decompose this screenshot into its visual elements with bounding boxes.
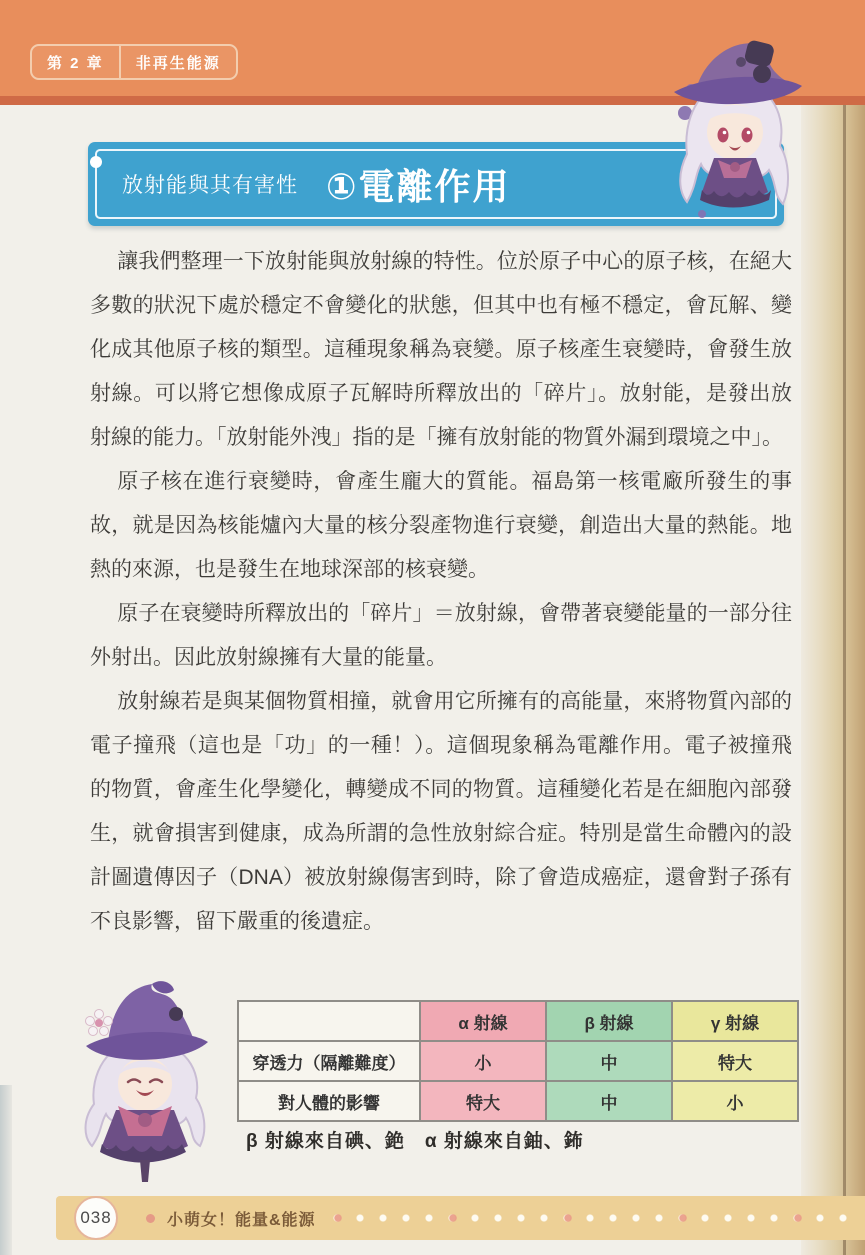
cell-value: 小 <box>420 1041 546 1081</box>
body-paragraph: 讓我們整理一下放射能與放射線的特性。位於原子中心的原子核，在絕大多數的狀況下處於穩定不會變化的狀態，但其中也有極不穩定，會瓦解、變化成其他原子核的類型。這種現象稱為衰變。原子核產生衰變時，會發生放射線。可以將它想像成原子瓦解時所釋放出的「碎片」。放射能，是發出放射線的能力。「放射能外洩」指的是「擁有放射能的物質外漏到環境之中」。 <box>90 250 792 449</box>
page-crease-line <box>843 0 846 1255</box>
witch-character-bottom-icon <box>56 980 234 1188</box>
footer-band <box>56 1196 865 1240</box>
cell-value: 小 <box>672 1081 798 1121</box>
chapter-number-label: 第 2 章 <box>47 54 104 72</box>
witch-character-top-icon <box>656 32 814 208</box>
table-row <box>238 1041 798 1081</box>
book-title: 小萌女！能量&能源 <box>167 1211 316 1229</box>
table-header-gamma: γ 射線 <box>672 1001 798 1041</box>
body-paragraph: 原子核在進行衰變時，會產生龐大的質能。福島第一核電廠所發生的事故，就是因為核能爐內大量的核分裂產物進行衰變，創造出大量的熱能。地熱的來源，也是發生在地球深部的核衰變。 <box>90 470 792 581</box>
cell-value: 中 <box>546 1041 672 1081</box>
table-header-beta: β 射線 <box>546 1001 672 1041</box>
cell-value: 特大 <box>420 1081 546 1121</box>
flower-dot-icon <box>698 210 706 218</box>
title-corner-dot <box>90 156 102 168</box>
section-subtitle: 放射能與其有害性 <box>122 174 298 197</box>
row-label: 對人體的影響 <box>238 1081 420 1121</box>
row-label: 穿透力（隔離難度） <box>238 1041 420 1081</box>
cell-value: 特大 <box>672 1041 798 1081</box>
page-number-badge: 038 <box>74 1196 118 1240</box>
table-corner-cell <box>238 1001 420 1041</box>
footer-dotted-line <box>332 1213 859 1223</box>
body-paragraph: 原子在衰變時所釋放出的「碎片」＝放射線，會帶著衰變能量的一部分往外射出。因此放射線擁有大量的能量。 <box>90 602 792 669</box>
flower-sparkle-icon <box>84 1008 114 1038</box>
page-left-edge <box>0 1085 12 1255</box>
chapter-badge <box>30 44 238 80</box>
table-caption: β 射線來自碘、銫 α 射線來自鈾、鈽 <box>246 1131 584 1152</box>
table-header-row <box>238 1001 798 1041</box>
table-header-alpha: α 射線 <box>420 1001 546 1041</box>
footer-dot-icon <box>146 1214 155 1223</box>
body-paragraph: 放射線若是與某個物質相撞，就會用它所擁有的高能量，來將物質內部的電子撞飛（這也是「功」的一種！）。這個現象稱為電離作用。電子被撞飛的物質，會產生化學變化，轉變成不同的物質。這種變化若是在細胞內部發生，就會損害到健康，成為所謂的急性放射綜合症。特別是當生命體內的設計圖遺傳因子（DNA）被放射線傷害到時，除了會造成癌症，還會對子孫有不良影響，留下嚴重的後遺症。 <box>90 690 792 933</box>
cell-value: 中 <box>546 1081 672 1121</box>
article-body <box>90 240 792 944</box>
radiation-table <box>237 1000 799 1122</box>
chapter-section-label: 非再生能源 <box>119 46 236 78</box>
section-title: ①電離作用 <box>326 165 511 207</box>
table-row <box>238 1081 798 1121</box>
